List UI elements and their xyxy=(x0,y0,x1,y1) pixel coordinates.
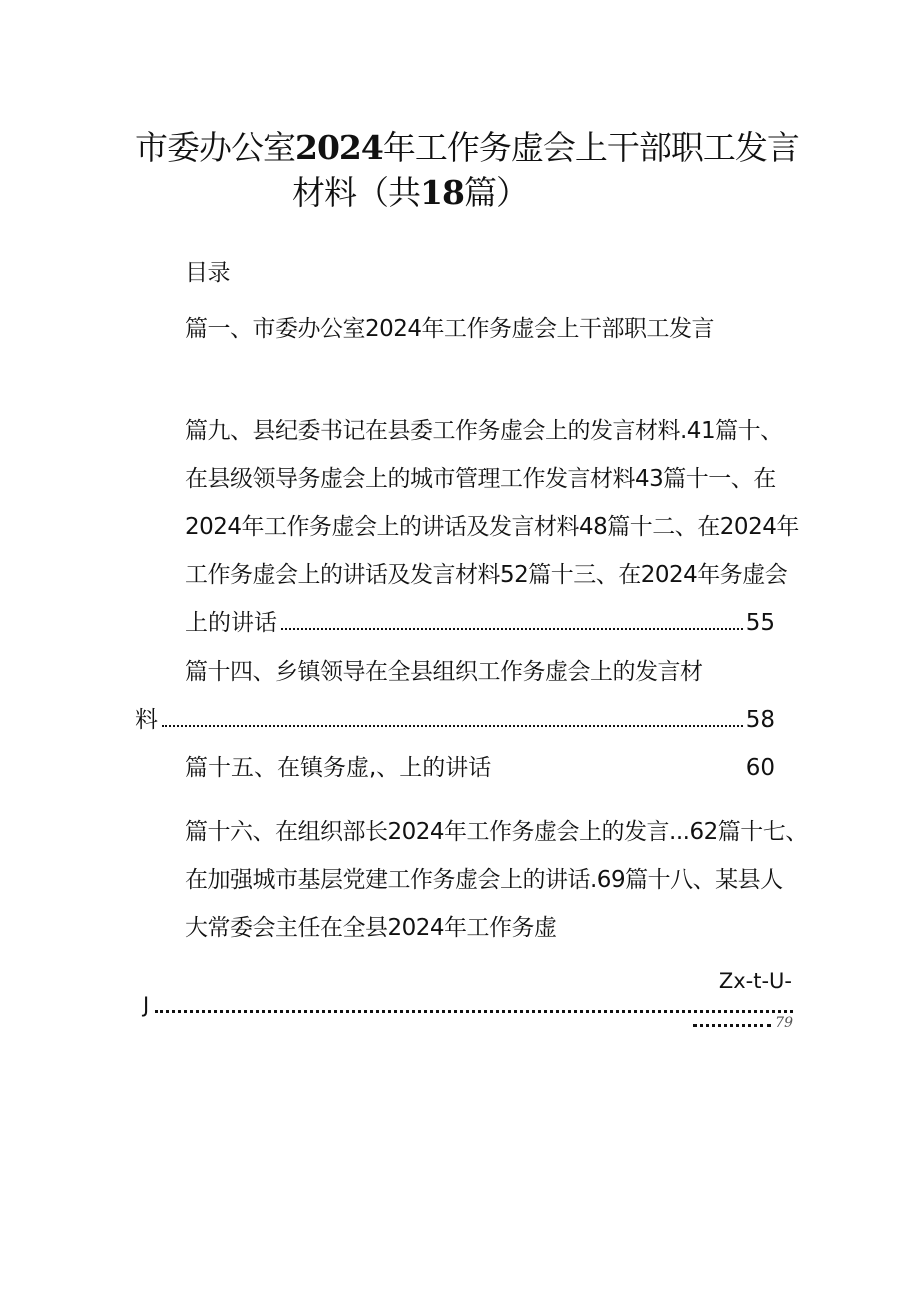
toc-page-number: 79 xyxy=(775,1015,793,1031)
dot-leader xyxy=(162,724,743,727)
toc-entry[interactable] xyxy=(185,757,775,780)
toc-entry[interactable]: 2024年工作务虚会上的讲话及发言材料48篇十二、在2024年 xyxy=(185,514,799,540)
title-text: 年工作务虚会上干部职工发言 xyxy=(382,128,799,167)
toc-entry[interactable]: 大常委会主任在全县2024年工作务虚 xyxy=(185,915,557,941)
document-title-line-1 xyxy=(135,128,799,167)
title-text: 市委办公室 xyxy=(135,128,295,167)
toc-heading: 目录 xyxy=(185,260,230,286)
toc-entry-text: J xyxy=(143,993,150,1017)
toc-entry[interactable] xyxy=(143,995,793,1016)
title-text: 材料（共 xyxy=(292,173,420,212)
toc-page-number: 60 xyxy=(745,755,775,781)
title-text: 篇） xyxy=(463,173,528,212)
title-year: 2024 xyxy=(295,128,383,167)
toc-entry[interactable] xyxy=(135,709,775,732)
toc-entry-continuation xyxy=(693,1016,793,1030)
title-count: 18 xyxy=(420,173,464,212)
toc-entry[interactable] xyxy=(185,612,775,635)
dot-leader xyxy=(693,1023,771,1027)
toc-entry[interactable]: 在加强城市基层党建工作务虚会上的讲话.69篇十八、某县人 xyxy=(185,867,783,893)
toc-fragment: Zx-t-U- xyxy=(718,969,792,993)
toc-entry-text: 料 xyxy=(135,707,158,733)
toc-entry-text: 篇十五、在镇务虚,、上的讲话 xyxy=(185,755,492,781)
dot-leader xyxy=(281,627,743,630)
toc-entry[interactable]: 篇九、县纪委书记在县委工作务虚会上的发言材料.41篇十、 xyxy=(185,418,783,444)
toc-entry[interactable]: 在县级领导务虚会上的城市管理工作发言材料43篇十一、在 xyxy=(185,466,776,492)
toc-entry[interactable]: 工作务虚会上的讲话及发言材料52篇十三、在2024年务虚会 xyxy=(185,562,788,588)
toc-entry[interactable]: 篇十四、乡镇领导在全县组织工作务虚会上的发言材 xyxy=(185,659,703,685)
document-title-line-2 xyxy=(292,173,528,212)
dot-leader xyxy=(155,1009,793,1013)
toc-entry[interactable]: 篇十六、在组织部长2024年工作务虚会上的发言...62篇十七、 xyxy=(185,819,808,845)
toc-entry[interactable]: 篇一、市委办公室2024年工作务虚会上干部职工发言 xyxy=(185,316,715,342)
toc-page-number: 58 xyxy=(745,707,775,733)
toc-entry-text: 上的讲话 xyxy=(185,610,277,636)
toc-page-number: 55 xyxy=(745,610,775,636)
